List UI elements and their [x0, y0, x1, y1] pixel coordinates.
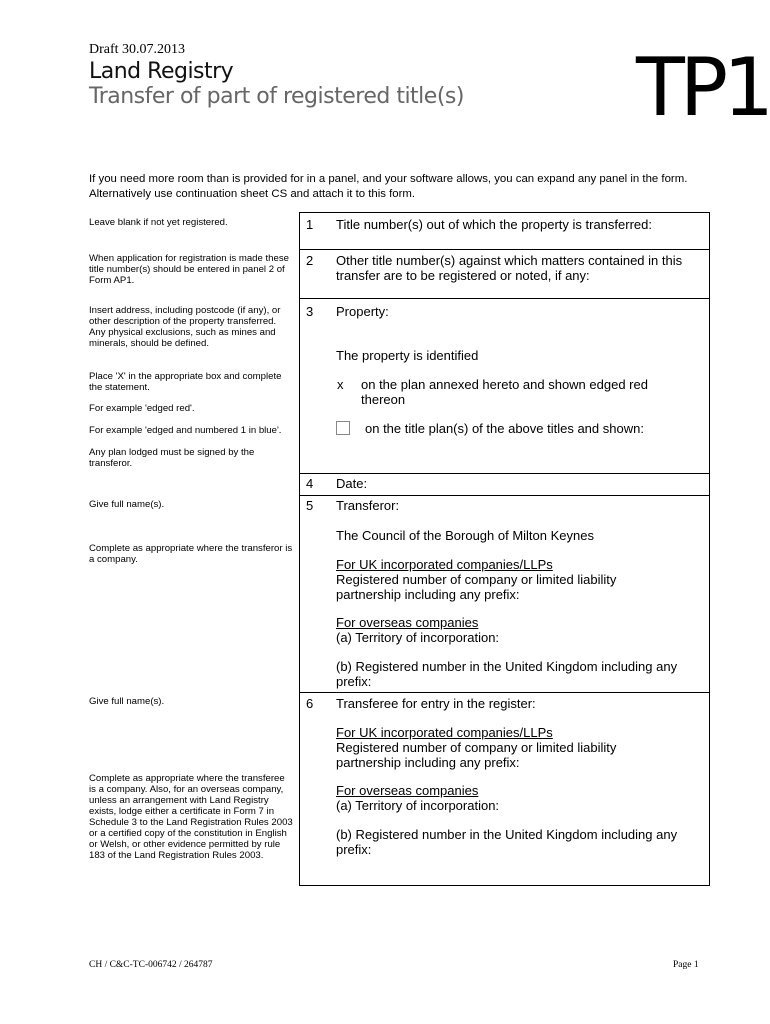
transferee-territory[interactable]: (a) Territory of incorporation:: [336, 798, 500, 813]
divider: [299, 298, 710, 299]
transferor-overseas-number[interactable]: (b) Registered number in the United Kingdom including any prefix:: [336, 659, 678, 689]
note-property: Insert address, including postcode (if any), or other description of the property transferred. Any physical exclusions, such as mines and minerals, should be defined.: [89, 305, 281, 349]
option-2-text: on the title plan(s) of the above titles and shown:: [365, 421, 644, 436]
option-1-mark[interactable]: x: [337, 377, 344, 392]
note-transferor-name: Give full name(s).: [89, 499, 165, 510]
panel-4-label[interactable]: Date:: [336, 476, 368, 491]
panel-1-number: 1: [306, 217, 314, 232]
form-code: TP1: [636, 41, 770, 134]
transferee-overseas-number[interactable]: (b) Registered number in the United Kingdom including any prefix:: [336, 827, 678, 857]
transferee-uk-text[interactable]: Registered number of company or limited liability partnership including any prefix:: [336, 740, 617, 770]
note-transferee-name: Give full name(s).: [89, 696, 165, 707]
panel-1-label[interactable]: Title number(s) out of which the property is transferred:: [336, 217, 652, 232]
transferor-name[interactable]: The Council of the Borough of Milton Keynes: [336, 528, 594, 543]
registry-title: Land Registry: [89, 59, 234, 84]
panel-6-number: 6: [306, 696, 314, 711]
divider: [299, 692, 710, 693]
transferor-territory[interactable]: (a) Territory of incorporation:: [336, 630, 500, 645]
panel-3-number: 3: [306, 304, 314, 319]
footer-reference: CH / C&C-TC-006742 / 264787: [89, 960, 213, 970]
form-title: Transfer of part of registered title(s): [89, 84, 464, 109]
note-panel-1: Leave blank if not yet registered.: [89, 217, 228, 228]
note-transferor-company: Complete as appropriate where the transferor is a company.: [89, 543, 293, 565]
panel-2-number: 2: [306, 253, 314, 268]
divider: [299, 249, 710, 250]
transferee-uk-heading: For UK incorporated companies/LLPs: [336, 725, 553, 740]
page-number: Page 1: [673, 960, 699, 970]
panel-5-number: 5: [306, 498, 314, 513]
transferor-uk-heading: For UK incorporated companies/LLPs: [336, 557, 553, 572]
intro-text: If you need more room than is provided for in a panel, and your software allows, you can expand any panel in the form. Alternatively use continuation sheet CS and attach it to this form.: [89, 173, 688, 200]
transferor-overseas-heading: For overseas companies: [336, 615, 479, 630]
option-1-text: on the plan annexed hereto and shown edged red thereon: [361, 377, 648, 407]
note-example-red: For example 'edged red'.: [89, 403, 195, 414]
panel-5-label: Transferor:: [336, 498, 400, 513]
property-identified-text: The property is identified: [336, 348, 479, 363]
transferor-uk-text[interactable]: Registered number of company or limited liability partnership including any prefix:: [336, 572, 617, 602]
note-panel-2: When application for registration is made these title number(s) should be entered in panel 2 of Form AP1.: [89, 253, 289, 286]
note-place-x: Place 'X' in the appropriate box and complete the statement.: [89, 371, 282, 393]
transferee-overseas-heading: For overseas companies: [336, 783, 479, 798]
option-2-checkbox[interactable]: [336, 421, 350, 435]
note-transferee-company: Complete as appropriate where the transferee is a company. Also, for an overseas company, unless an arrangement with Land Registry exists, lodge either a certificate in Form 7 in Schedule 3 to the Land Registration Rules 2003 or a certified copy of the constitution in English or Welsh, or other evidence permitted by rule 183 of the Land Registration Rules 2003.: [89, 773, 293, 861]
panel-6-label[interactable]: Transferee for entry in the register:: [336, 696, 536, 711]
panel-2-label[interactable]: Other title number(s) against which matters contained in this transfer are to be registered or noted, if any:: [336, 253, 683, 283]
draft-date: Draft 30.07.2013: [89, 42, 186, 57]
note-example-blue: For example 'edged and numbered 1 in blue'.: [89, 425, 282, 436]
note-plan-signed: Any plan lodged must be signed by the transferor.: [89, 447, 255, 469]
divider: [299, 495, 710, 496]
panel-4-number: 4: [306, 476, 314, 491]
divider: [299, 473, 710, 474]
panel-3-label[interactable]: Property:: [336, 304, 389, 319]
